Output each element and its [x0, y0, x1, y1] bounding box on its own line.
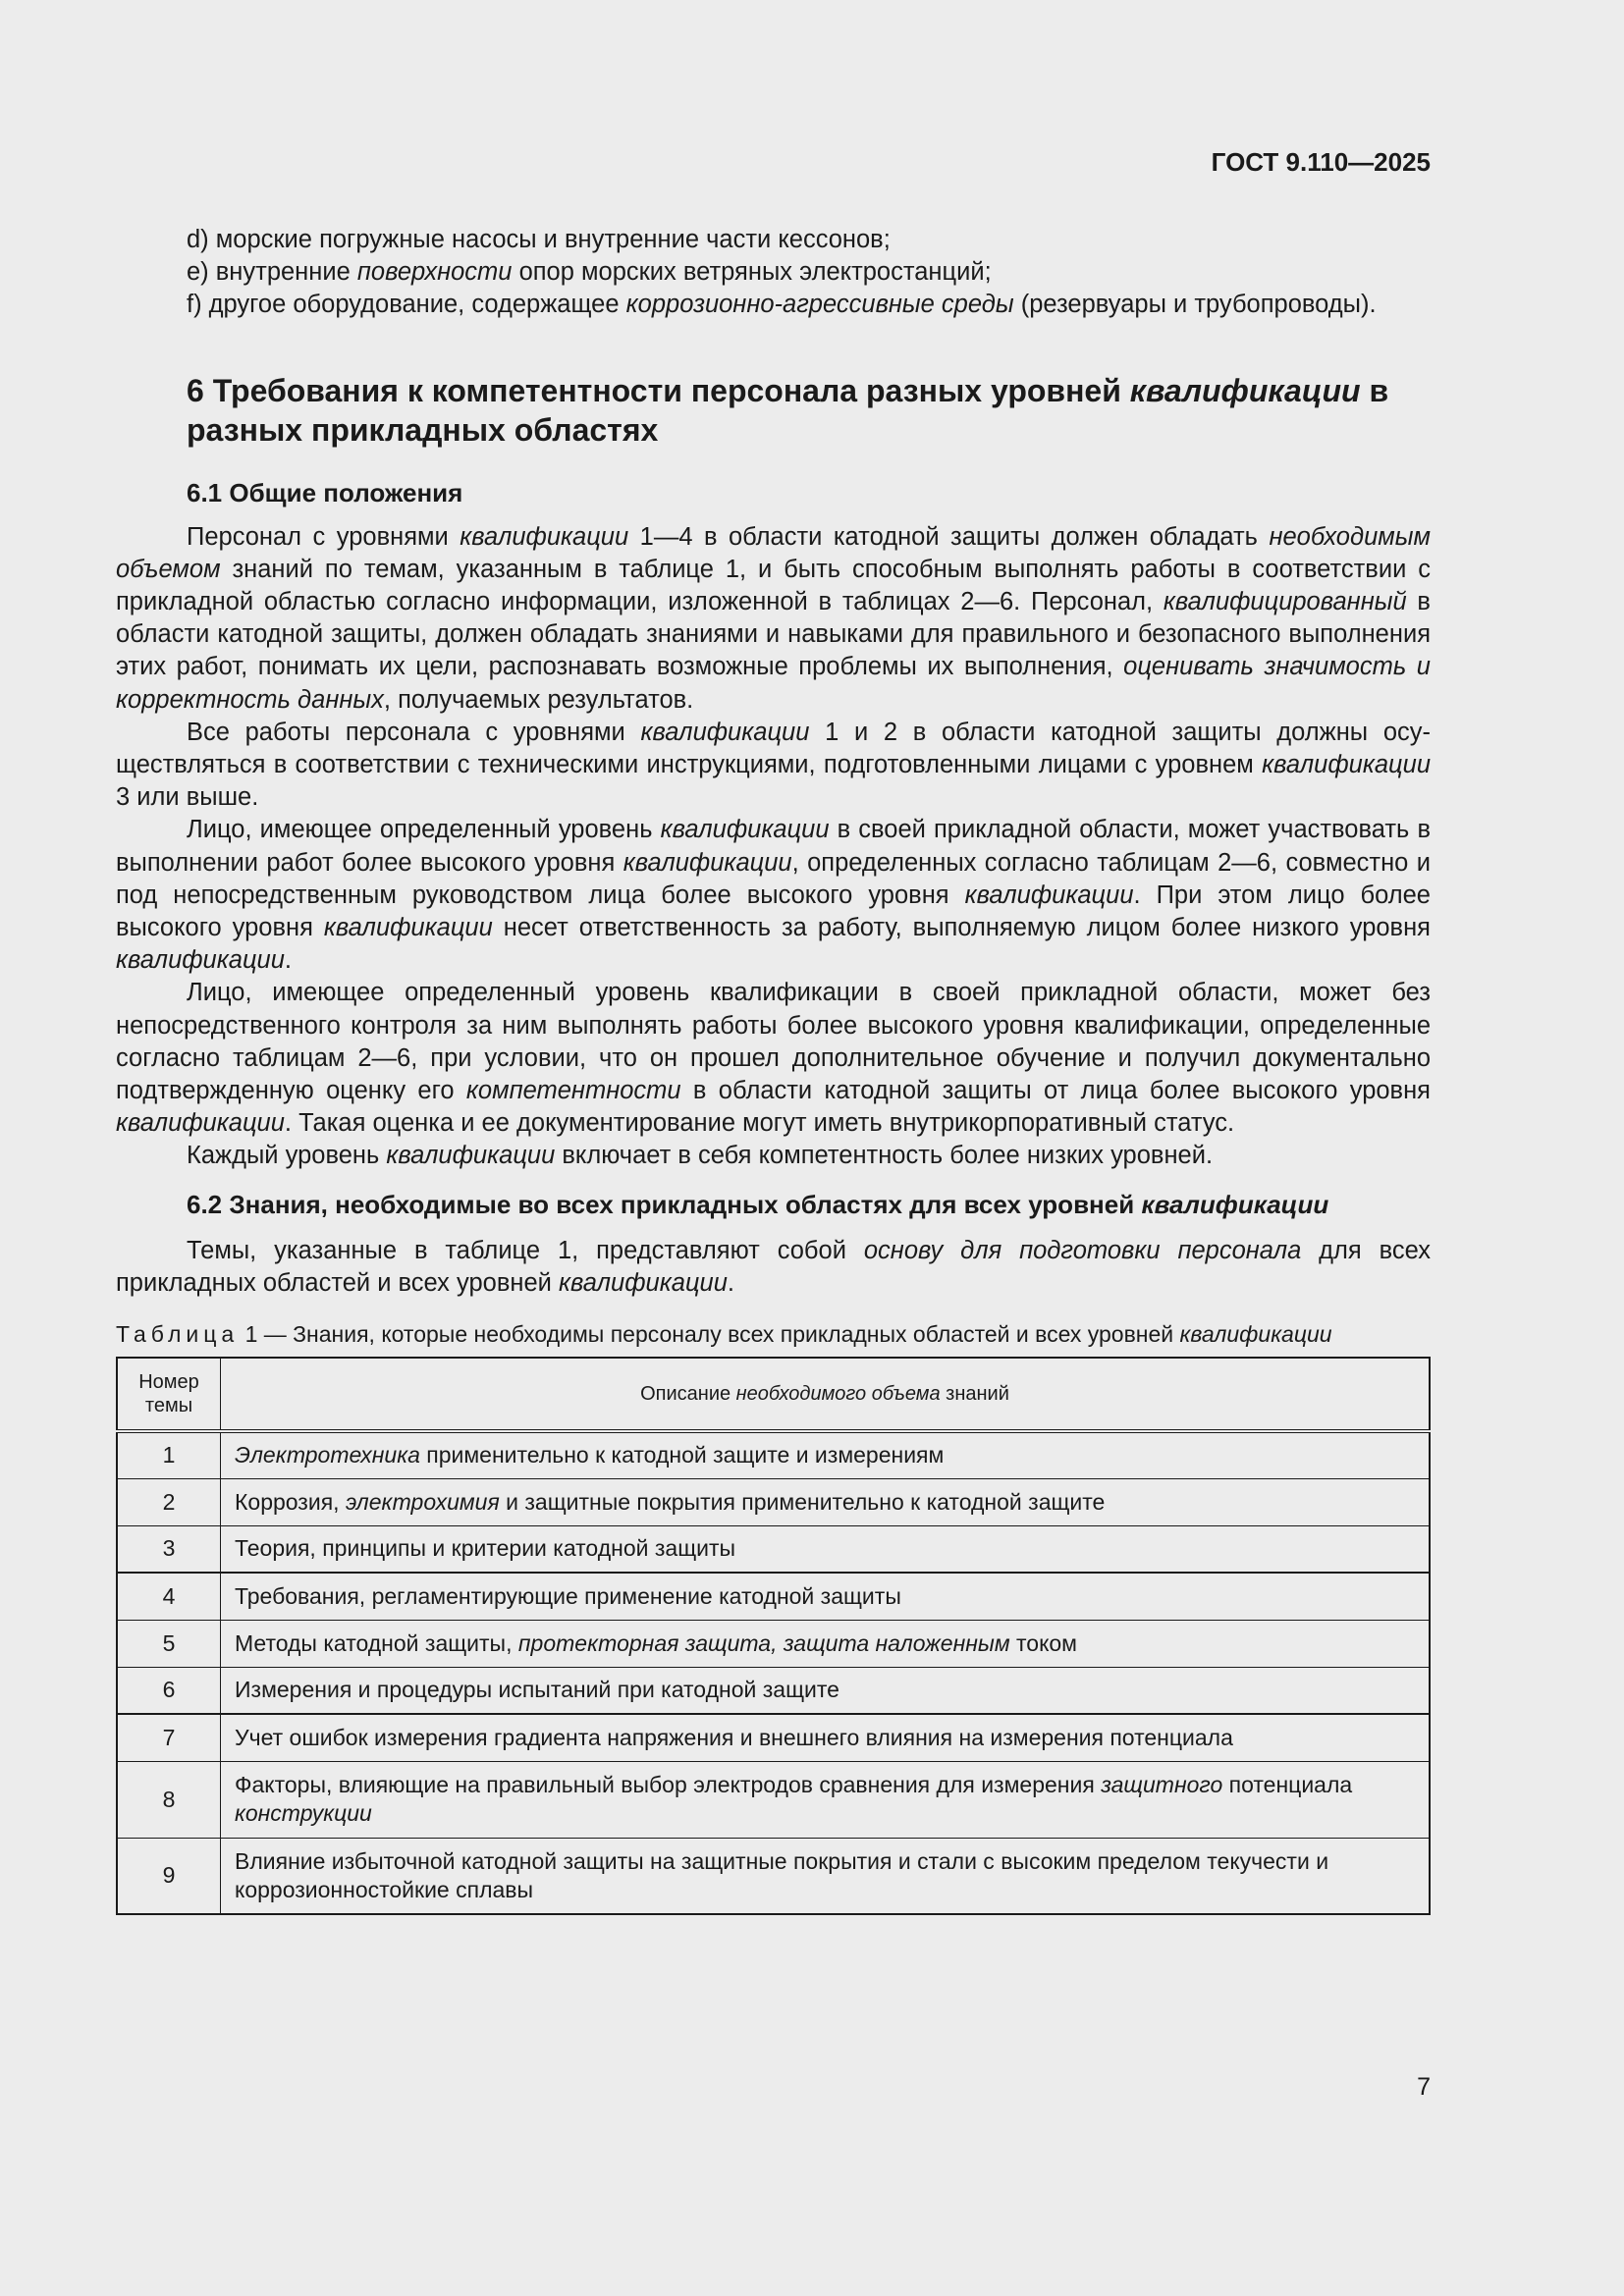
paragraph: Темы, указанные в таблице 1, представляют собой основу для подготовки персонала для всех прикладных областей и всех уровней квалификации.	[116, 1236, 1431, 1297]
list-item-d: d) морские погружные насосы и внутренние части кессонов;	[187, 226, 891, 253]
list-item-f: f) другое оборудование, содержащее коррозионно-агрессивные среды (резервуары и трубопроводы).	[187, 291, 1377, 319]
table-caption: Таблица 1 — Знания, которые необходимы персоналу всех прикладных областей и всех уровней квалификации	[116, 1321, 1332, 1348]
paragraph: Каждый уровень квалификации включает в себя компетентность более низких уровней.	[187, 1142, 1214, 1170]
page-number: 7	[1417, 2073, 1431, 2101]
section-6-title: 6 Требования к компетентности персонала разных уровней квалификации в разных прикладных областях	[187, 372, 1389, 448]
document-body	[116, 224, 1431, 1915]
section-6-2-title: 6.2 Знания, необходимые во всех прикладных областях для всех уровней квалификации	[187, 1189, 1329, 1219]
paragraph: Лицо, имеющее определенный уровень квалификации в своей прикладной области, может участвовать в выполнении работ более высокого уровня квалификации, определенных согласно таблицам 2—6, совместно и под непосредственным руководством лица более высокого уровня квалификации. При этом лицо более высокого уровня квалификации несет ответственность за работу, выполняемую лицом более низкого уровня квалификации.	[116, 816, 1431, 975]
section-6-1-title: 6.1 Общие положения	[187, 477, 463, 507]
paragraph: Персонал с уровнями квалификации 1—4 в области катодной защиты должен обладать необходимым объемом знаний по темам, указанным в таблице 1, и быть способным выполнять работы в соответствии с прикладной областью согласно информации, изложенной в таблицах 2—6. Персонал, квалифицированный в области катодной защиты, должен обладать знаниями и навыками для правильного и безопасного выполнения этих работ, понимать их цели, распознавать возможные проблемы их выполнения, оценивать значимость и корректность данных, получаемых результатов.	[116, 522, 1431, 714]
table-row: 8 Факторы, влияющие на правильный выбор электродов сравнения для измерения защитного потенциала конструкции	[117, 1761, 1430, 1838]
table-row: 1 Электротехника применительно к катодной защите и измерениям	[117, 1431, 1430, 1478]
table-row: 9 Влияние избыточной катодной защиты на защитные покрытия и стали с высоким пределом текучести и коррозионностойкие сплавы	[117, 1838, 1430, 1914]
column-header-number: Номер темы	[117, 1358, 221, 1431]
table-row: 4 Требования, регламентирующие применение катодной защиты	[117, 1573, 1430, 1620]
column-header-description: Описание необходимого объема знаний	[221, 1358, 1431, 1431]
table-row: 3 Теория, принципы и критерии катодной защиты	[117, 1525, 1430, 1573]
table-row: 2 Коррозия, электрохимия и защитные покрытия применительно к катодной защите	[117, 1478, 1430, 1525]
table-row: 7 Учет ошибок измерения градиента напряжения и внешнего влияния на измерения потенциала	[117, 1714, 1430, 1761]
document-code: ГОСТ 9.110—2025	[1211, 147, 1431, 177]
table-row: 5 Методы катодной защиты, протекторная защита, защита наложенным током	[117, 1620, 1430, 1667]
list-item-e: e) внутренние поверхности опор морских ветряных электростанций;	[187, 258, 992, 287]
paragraph: Лицо, имеющее определенный уровень квалификации в своей прикладной области, может без непосредственного контроля за ним выполнять работы более высокого уровня квалификации, определенные согласно таблицам 2—6, при условии, что он прошел дополнительное обучение и получил документально подтвержденную оценку его компетентности в области катодной защиты от лица более высокого уровня квалификации. Такая оценка и ее документирование могут иметь внутрикорпоративный статус.	[116, 979, 1431, 1138]
table-row: 6 Измерения и процедуры испытаний при катодной защите	[117, 1667, 1430, 1714]
paragraph: Все работы персонала с уровнями квалификации 1 и 2 в области катодной защиты должны осуществляться в соответствии с техническими инструкциями, подготовленными лицами с уровнем квалификации 3 или выше.	[116, 718, 1432, 812]
knowledge-table	[116, 1357, 1431, 1915]
